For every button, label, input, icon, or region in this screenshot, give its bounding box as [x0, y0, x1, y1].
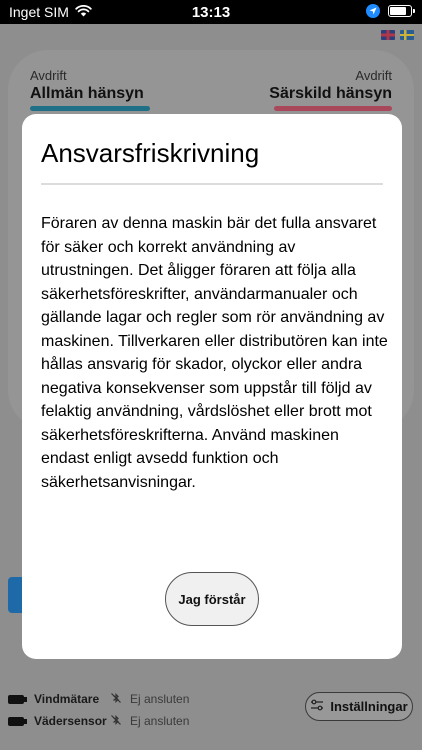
dialog-divider	[41, 183, 383, 185]
flag-se-icon[interactable]	[400, 30, 414, 40]
flag-uk-icon[interactable]	[381, 30, 395, 40]
sensor-name: Vädersensor	[34, 714, 107, 728]
status-bar	[0, 0, 422, 24]
battery-level	[390, 7, 406, 15]
sensor-row-weather	[8, 710, 189, 732]
drift-special[interactable]	[269, 68, 392, 111]
drift-special-label: Avdrift	[355, 68, 392, 83]
dialog-body: Föraren av denna maskin bär det fulla ansvaret för säker och korrekt användning av utrustningen. Det åligger föraren att följa alla säkerhetsföreskrifter, användarmanualer och gällande lagar och regler som rör användning av maskinen. Tillverkaren eller distributören kan inte hållas ansvarig för skador, olyckor eller andra negativa konsekvenser som uppstår till följd av felaktig användning, vårdslöshet eller brott mot säkerhetsföreskrifterna. Använd maskinen endast enligt avsedd funktion och säkerhetsanvisningar.	[41, 215, 388, 491]
drift-general-value: Allmän hänsyn	[30, 85, 144, 102]
location-arrow-icon	[366, 4, 380, 18]
drift-special-value: Särskild hänsyn	[269, 85, 392, 102]
dialog-title: Ansvarsfriskrivning	[41, 138, 260, 168]
sensor-list	[8, 688, 189, 732]
carrier-label: Inget SIM	[9, 4, 69, 20]
sensor-device-icon	[8, 717, 24, 726]
drift-special-bar	[274, 106, 392, 111]
bluetooth-off-icon	[110, 692, 122, 707]
status-time: 13:13	[191, 4, 231, 21]
sensor-name: Vindmätare	[34, 692, 100, 706]
battery-icon	[388, 5, 412, 17]
sliders-icon	[310, 699, 324, 714]
sensor-status-text: Ej ansluten	[130, 692, 190, 706]
settings-button-label: Inställningar	[330, 699, 408, 714]
settings-button[interactable]	[305, 692, 413, 721]
blue-button-edge[interactable]	[8, 577, 22, 613]
drift-general[interactable]	[30, 68, 150, 111]
drift-general-bar	[30, 106, 150, 111]
sensor-row-wind	[8, 688, 189, 710]
drift-general-label: Avdrift	[30, 68, 67, 83]
sensor-status	[110, 692, 189, 707]
sensor-status	[110, 714, 189, 729]
sensor-status-text: Ej ansluten	[130, 714, 190, 728]
bluetooth-off-icon	[110, 714, 122, 729]
status-right	[366, 4, 412, 18]
sensor-device-icon	[8, 695, 24, 704]
understand-button[interactable]: Jag förstår	[165, 572, 259, 626]
disclaimer-dialog	[22, 114, 402, 659]
language-flags	[381, 30, 414, 40]
